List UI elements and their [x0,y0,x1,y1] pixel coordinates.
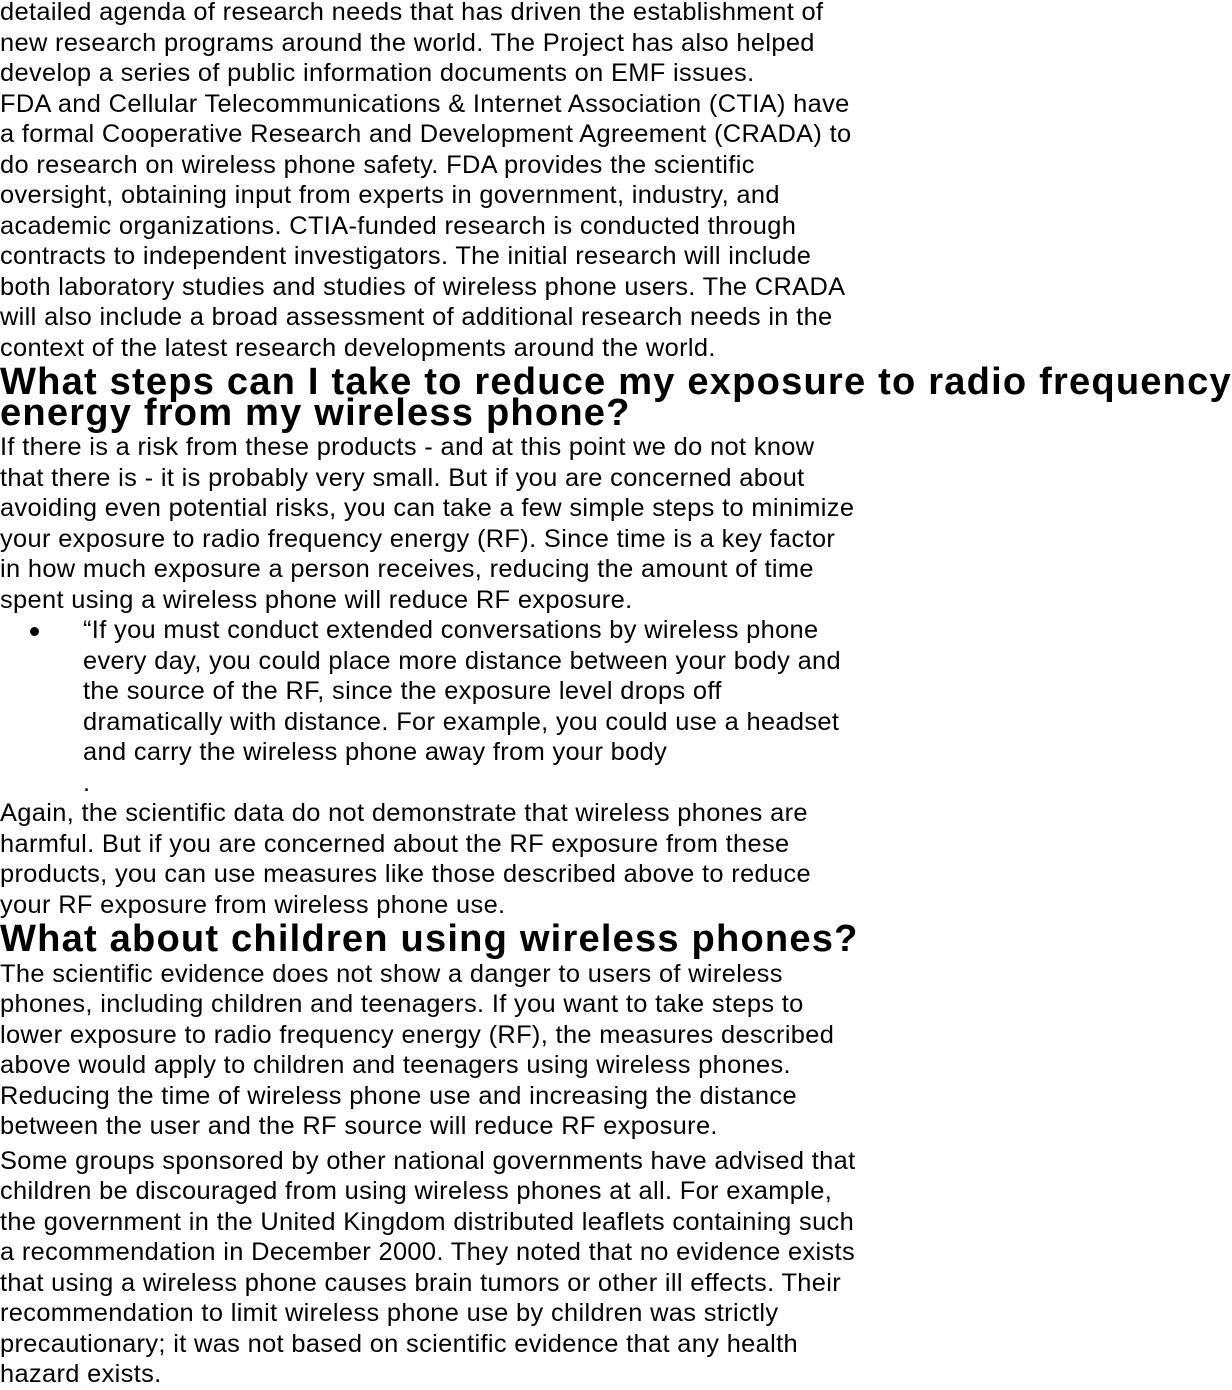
text-line: . [83,768,91,797]
text-line: both laboratory studies and studies of wireless phone users. The CRADA [0,272,846,301]
text-line: Reducing the time of wireless phone use and increasing the distance [0,1081,797,1110]
text-line: academic organizations. CTIA-funded research is conducted through [0,211,797,240]
text-line: lower exposure to radio frequency energy (RF), the measures described [0,1020,835,1049]
text-line: that using a wireless phone causes brain tumors or other ill effects. Their [0,1268,842,1297]
text-line: spent using a wireless phone will reduce RF exposure. [0,585,633,614]
paragraph-research-programs [0,0,940,89]
text-line: If there is a risk from these products - and at this point we do not know [0,433,815,461]
heading-line: energy from my wireless phone? [0,391,631,434]
text-line: do research on wireless phone safety. FDA provides the scientific [0,150,755,179]
text-line: recommendation to limit wireless phone use by children was strictly [0,1299,779,1327]
text-line: detailed agenda of research needs that has driven the establishment of [0,0,824,26]
list-item [0,615,940,798]
text-line: a recommendation in December 2000. They noted that no evidence exists [0,1238,856,1266]
text-line: precautionary; it was not based on scientific evidence that any health [0,1329,798,1358]
heading-line: What steps can I take to reduce my exposure to radio frequency [0,361,1232,403]
text-line: that there is - it is probably very small. But if you are concerned about [0,463,805,492]
paragraph-again [0,798,940,920]
text-line: products, you can use measures like those described above to reduce [0,860,812,888]
text-line: the source of the RF, since the exposure level drops off [83,677,722,705]
paragraph-fda-ctia-crada [0,89,940,364]
text-line: harmful. But if you are concerned about the RF exposure from these [0,829,790,858]
paragraph-children [0,959,940,1142]
bullet-icon [30,627,39,636]
text-line: contracts to independent investigators. The initial research will include [0,242,812,270]
text-line: in how much exposure a person receives, reducing the amount of time [0,555,814,583]
text-line: will also include a broad assessment of additional research needs in the [0,303,833,331]
paragraph-risk [0,432,940,615]
text-line: phones, including children and teenagers. If you want to take steps to [0,990,804,1018]
heading-line: What about children using wireless phones? [0,918,859,960]
text-line: The scientific evidence does not show a danger to users of wireless [0,959,783,988]
text-line: dramatically with distance. For example, you could use a headset [83,707,840,736]
text-line: avoiding even potential risks, you can take a few simple steps to minimize [0,494,855,522]
text-line: context of the latest research developments around the world. [0,333,716,362]
text-line: Again, the scientific data do not demonstrate that wireless phones are [0,799,808,827]
text-line: hazard exists. [0,1360,162,1388]
heading-reduce-exposure [0,361,1232,434]
text-line: FDA and Cellular Telecommunications & Internet Association (CTIA) have [0,89,850,118]
paragraph-uk-recommendation [0,1146,940,1390]
text-line: new research programs around the world. The Project has also helped [0,28,815,57]
text-line: your RF exposure from wireless phone use. [0,890,506,919]
text-line: the government in the United Kingdom distributed leaflets containing such [0,1207,855,1236]
text-line: a formal Cooperative Research and Development Agreement (CRADA) to [0,120,852,148]
text-line: every day, you could place more distance between your body and [83,646,842,675]
text-line: develop a series of public information documents on EMF issues. [0,59,755,87]
text-line: children be discouraged from using wireless phones at all. For example, [0,1177,833,1205]
heading-children [0,918,940,960]
text-line: “If you must conduct extended conversations by wireless phone [83,616,819,644]
text-line: oversight, obtaining input from experts in government, industry, and [0,181,780,209]
text-line: above would apply to children and teenagers using wireless phones. [0,1051,791,1079]
text-line: Some groups sponsored by other national governments have advised that [0,1146,856,1175]
text-line: your exposure to radio frequency energy (RF). Since time is a key factor [0,524,836,553]
text-line: between the user and the RF source will reduce RF exposure. [0,1112,718,1140]
bullet-text [83,615,940,798]
text-line: and carry the wireless phone away from your body [83,738,668,766]
